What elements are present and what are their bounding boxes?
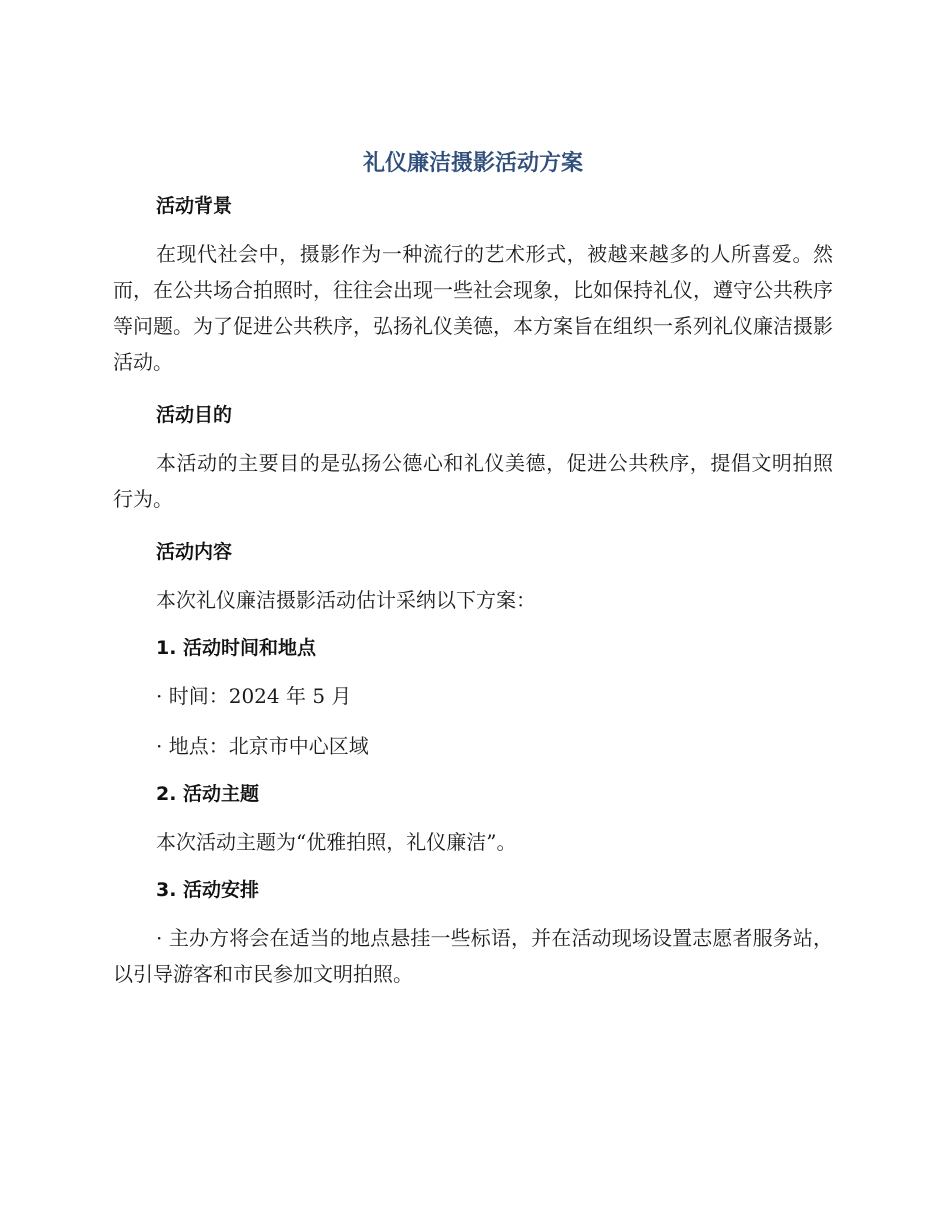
subsection-heading-arrangement: 3. 活动安排 <box>156 879 260 901</box>
document-body <box>113 148 833 992</box>
list-item-time: · 时间：2024 年 5 月 <box>156 684 352 708</box>
spacer <box>113 664 833 678</box>
document-title: 礼仪廉洁摄影活动方案 <box>362 151 583 176</box>
spacer <box>113 380 833 399</box>
spacer <box>113 714 833 728</box>
content-intro-paragraph: 本次礼仪廉洁摄影活动估计采纳以下方案： <box>156 588 536 612</box>
background-paragraph: 在现代社会中，摄影作为一种流行的艺术形式，被越来越多的人所喜爱。然而，在公共场合拍照时，往往会出现一些社会现象，比如保持礼仪，遵守公共秩序等问题。为了促进公共秩序，弘扬礼仪美德，本方案旨在组织一系列礼仪廉洁摄影活动。 <box>113 242 833 374</box>
purpose-paragraph: 本活动的主要目的是弘扬公德心和礼仪美德，促进公共秩序，提倡文明拍照行为。 <box>113 451 833 511</box>
spacer <box>113 906 833 920</box>
spacer <box>113 860 833 874</box>
theme-paragraph: 本次活动主题为“优雅拍照，礼仪廉洁”。 <box>156 830 517 854</box>
arrangement-list-item: · 主办方将会在适当的地点悬挂一些标语，并在活动现场设置志愿者服务站，以引导游客和市民参加文明拍照。 <box>113 926 833 986</box>
spacer <box>113 222 833 236</box>
subsection-heading-theme: 2. 活动主题 <box>156 783 260 805</box>
section-heading-background: 活动背景 <box>156 195 233 217</box>
spacer <box>113 810 833 824</box>
spacer <box>113 764 833 778</box>
section-heading-content: 活动内容 <box>156 541 233 563</box>
spacer <box>113 431 833 445</box>
spacer <box>113 618 833 632</box>
section-heading-purpose: 活动目的 <box>156 404 233 426</box>
spacer <box>113 568 833 582</box>
subsection-heading-time-place: 1. 活动时间和地点 <box>156 637 317 659</box>
spacer <box>113 517 833 536</box>
list-item-place: · 地点：北京市中心区域 <box>156 734 369 758</box>
